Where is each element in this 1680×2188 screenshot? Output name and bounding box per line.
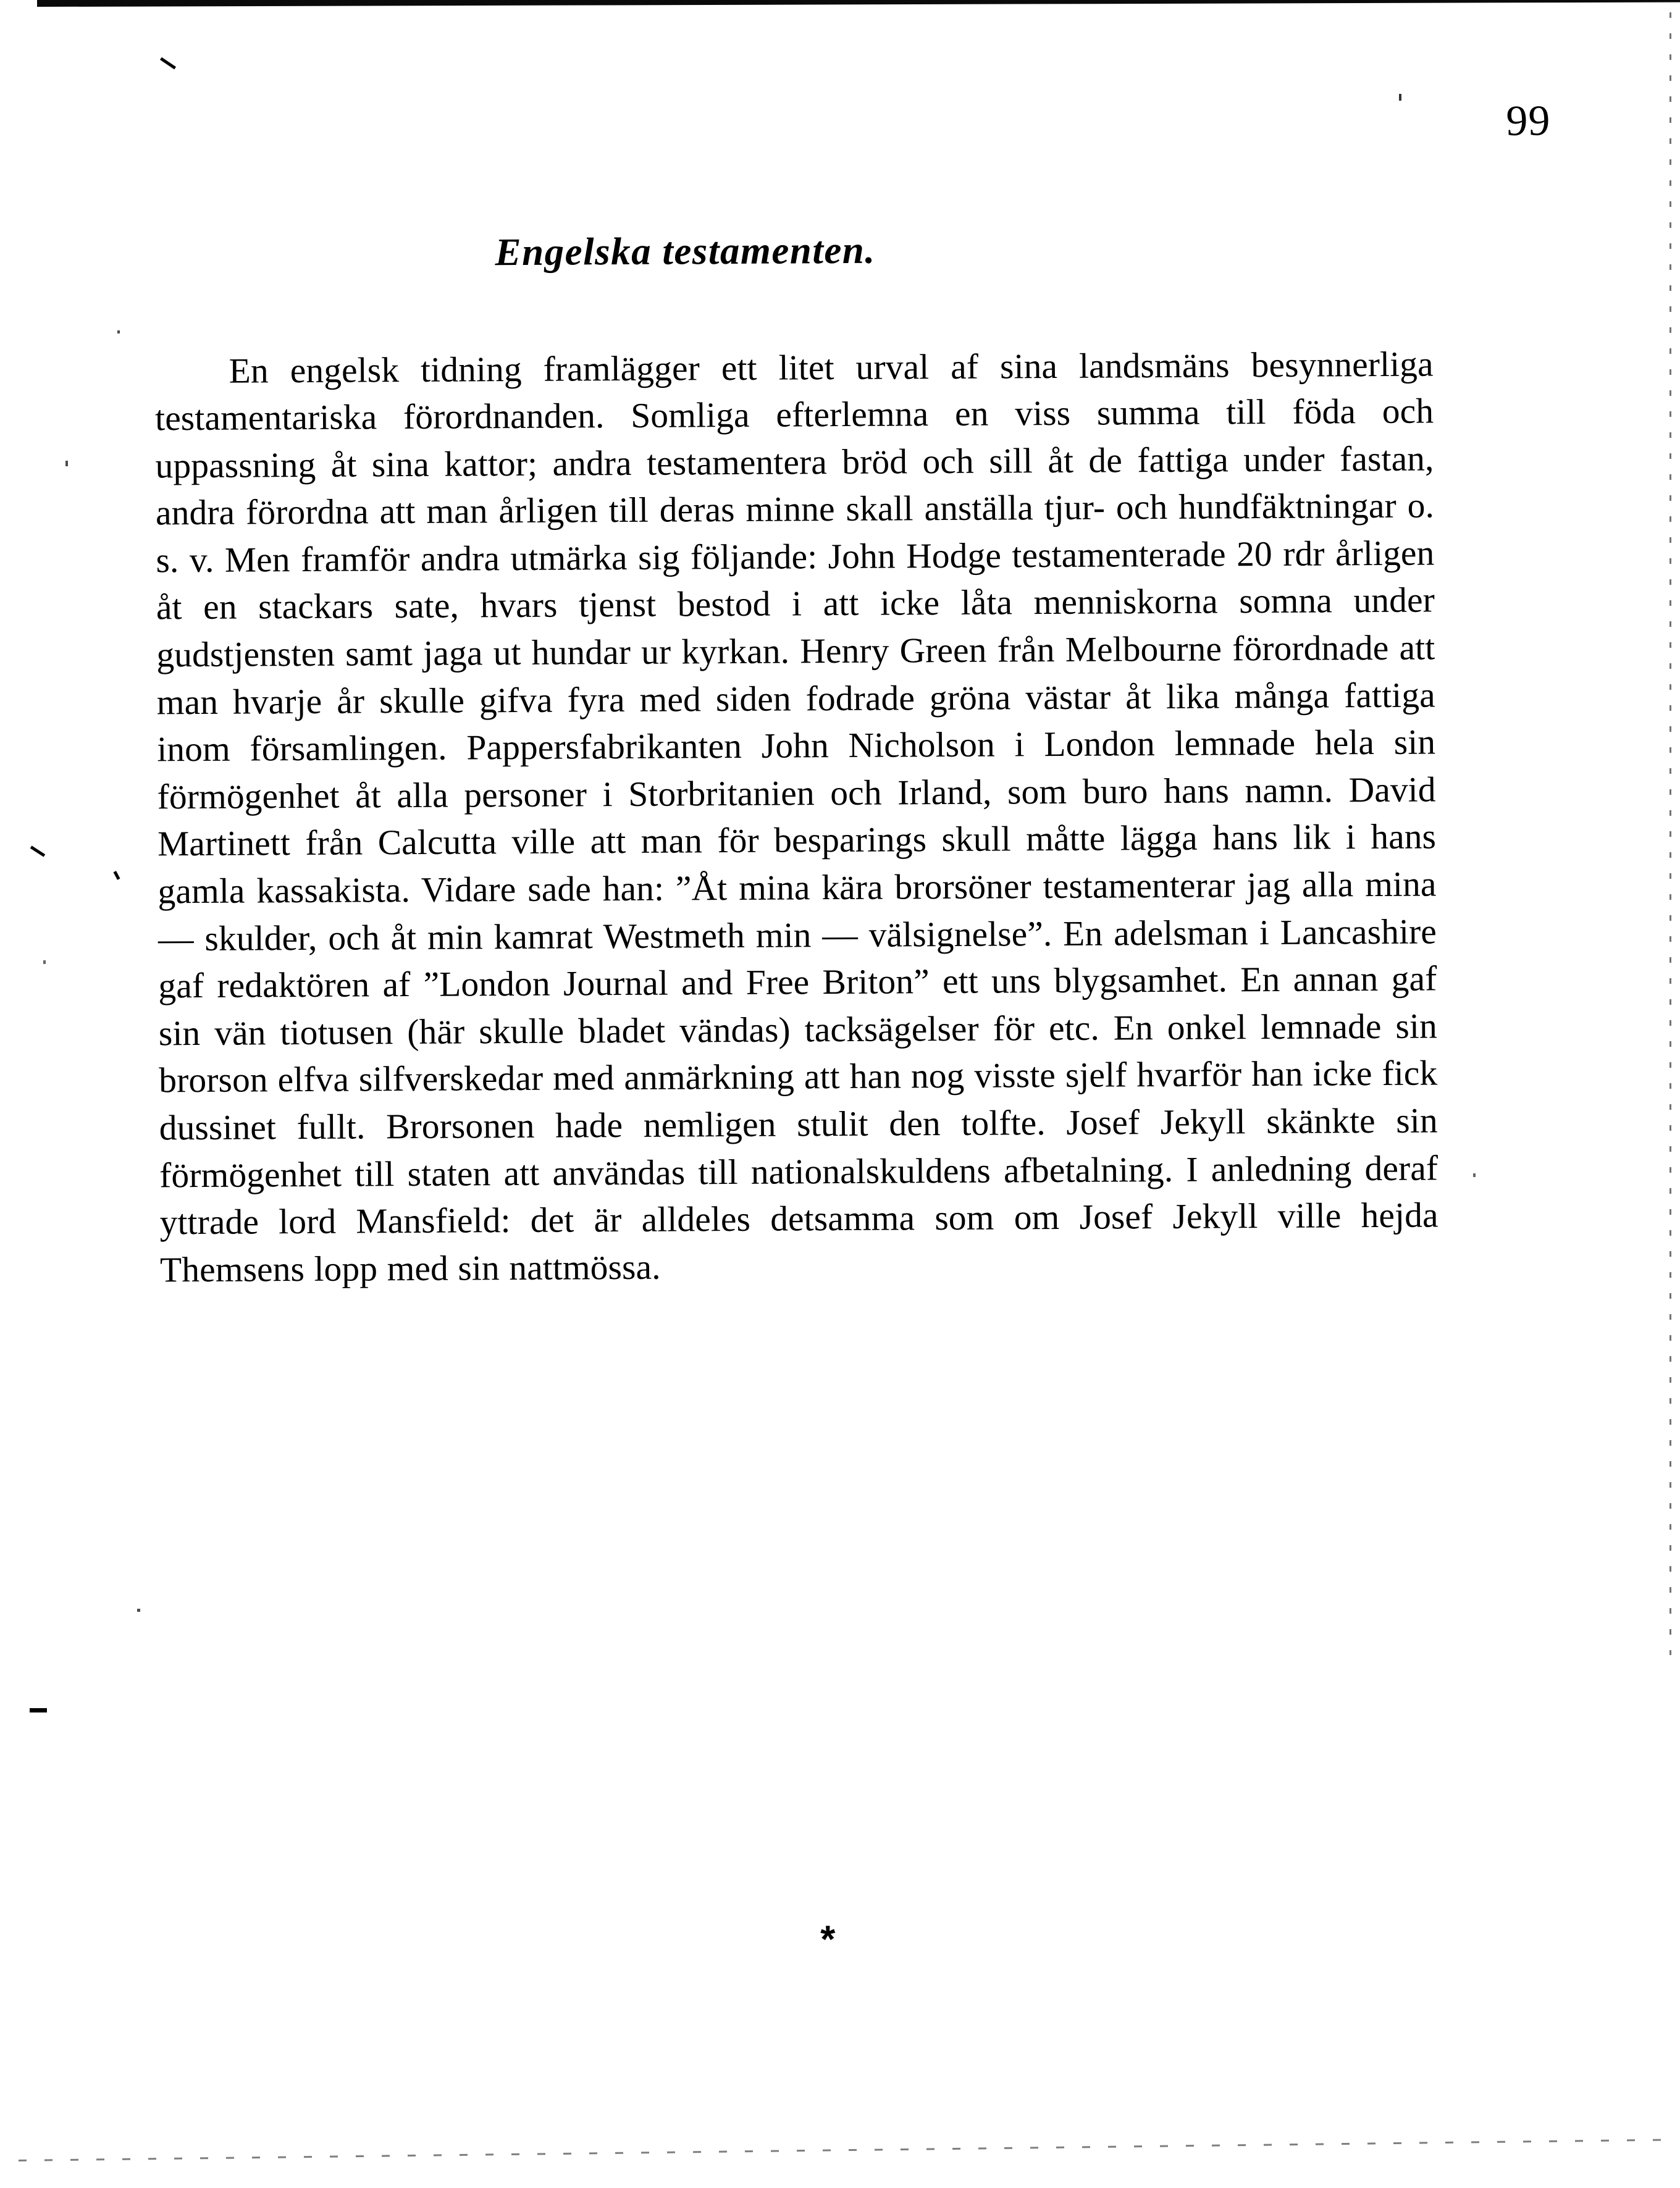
paragraph-indent <box>155 382 229 383</box>
article-body-text: En engelsk tidning framlägger ett litet urval af sina landsmäns besynnerliga testamentariska förordnanden. Somliga efterlemna en viss summa till föda och uppassning åt sina kattor; andra testamentera bröd och sill åt de fattiga under fastan, andra förordna att man årligen till deras minne skall anställa tjur- och hundfäktningar o. s. v. Men framför andra utmärka sig följande: John Hodge testamenterade 20 rdr årligen åt en stackars sate, hvars tjenst bestod i att icke låta menniskorna somna under gudstjensten samt jaga ut hundar ur kyrkan. Henry Green från Melbourne förordnade att man hvarje år skulle gifva fyra med siden fodrade gröna västar åt lika många fattiga inom församlingen. Pappersfabrikanten John Nicholson i London lemnade hela sin förmögenhet åt alla personer i Storbritanien och Irland, som buro hans namn. David Martinett från Calcutta ville att man för besparings skull måtte lägga hans lik i hans gamla kassakista. Vidare sade han: ”Åt mina kära brorsöner testamenterar jag alla mina — skulder, och åt min kamrat Westmeth min — välsignelse”. En adelsman i Lancashire gaf redaktören af ”London Journal and Free Briton” ett uns blygsamhet. En annan gaf sin vän tiotusen (här skulle bladet vändas) tacksägelser för etc. En onkel lemnade sin brorson elfva silfverskedar med anmärkning att han nog visste sjelf hvarför han icke fick dussinet fullt. Brorsonen hade nemligen stulit den tolfte. Josef Jekyll skänkte sin förmögenhet till staten att användas till nationalskuldens afbetalning. I anledning deraf yttrade lord Mansfield: det är alldeles detsamma som om Josef Jekyll ville hejda Themsens lopp med sin nattmössa. <box>154 344 1438 1290</box>
page-title: Engelska testamenten. <box>495 228 876 274</box>
page-number: 99 <box>1506 97 1551 145</box>
asterisk-ornament: * <box>820 1918 836 1961</box>
article-body <box>154 341 1438 1294</box>
